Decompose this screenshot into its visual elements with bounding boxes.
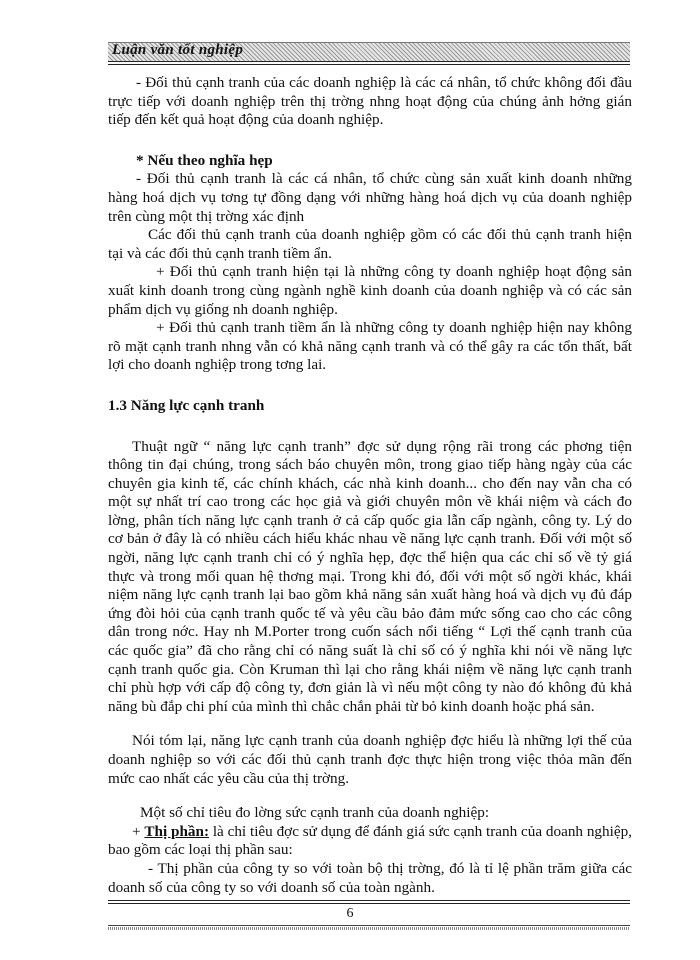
paragraph-market-share <box>108 823 632 860</box>
paragraph-current-competitors: + Đối thủ cạnh tranh hiện tại là những công ty doanh nghiệp hoạt động sản xuất kinh doanh trong cùng ngành nghề kinh doanh của doanh nghiệp và có các sản phẩm dịch vụ giống nh doanh nghiệp. <box>108 263 632 318</box>
paragraph-competitors-broad: - Đối thủ cạnh tranh của các doanh nghiệp là các cá nhân, tổ chức không đối đầu trực tiếp với doanh nghiệp trên thị trờng nhng hoạt động của chúng ảnh hởng gián tiếp đến kết quả hoạt động của doanh nghiệp. <box>108 74 632 129</box>
document-body <box>108 74 632 897</box>
header-title: Luận văn tốt nghiệp <box>112 42 244 58</box>
footer-rule-double <box>108 903 630 904</box>
bullet-plus: + <box>132 822 145 840</box>
paragraph-competitiveness-definition: Thuật ngữ “ năng lực cạnh tranh” đợc sử dụng rộng rãi trong các phơng tiện thông tin đại chúng, trong sách báo chuyên môn, trong giao tiếp hàng ngày của các chuyên gia kinh tế, các chính khách, các nhà kinh doanh... cho đến nay vẫn cha có một sự nhất trí cao trong các học giả và giới chuyên môn về khái niệm và cách đo lờng, phân tích năng lực cạnh tranh ở cả cấp quốc gia lẫn cấp ngành, công ty. Lý do cơ bản ở đây là có nhiều cách hiểu khác nhau về năng lực cạnh tranh. Đối với một số ngời, năng lực cạnh tranh chỉ có ý nghĩa hẹp, đợc thể hiện qua các chỉ số về tỷ giá thực và trong mối quan hệ thơng mại. Trong khi đó, đối với một số ngời khác, khái niệm năng lực cạnh tranh lại bao gồm khả năng sản xuất hàng hoá và dịch vụ đủ đáp ứng đòi hỏi của cạnh tranh quốc tế và yêu cầu bảo đảm mức sống cao cho các công dân trong nớc. Hay nh M.Porter trong cuốn sách nổi tiếng “ Lợi thế cạnh tranh của các quốc gia” đã cho rằng chỉ có năng suất là chỉ số có ý nghĩa khi nói về năng lực cạnh tranh quốc gia. Còn Kruman thì lại cho rằng khái niệm về năng lực cạnh tranh chỉ phù hợp với cấp độ công ty, đơn giản là vì nếu một công ty nào đó không đủ khả năng bù đắp chi phí của mình thì chắc chắn phải từ bỏ kinh doanh hoặc phá sản. <box>108 437 632 715</box>
header-rule <box>108 61 630 62</box>
header-rule-double <box>108 64 630 65</box>
paragraph-potential-competitors: + Đối thủ cạnh tranh tiềm ẩn là những công ty doanh nghiệp hiện nay không rõ mặt cạnh tranh nhng vẫn có khả năng cạnh tranh và có thể gây ra các tổn thất, bất lợi cho doanh nghiệp trong tơng lai. <box>108 319 632 374</box>
footer-rule <box>108 900 630 901</box>
bottom-rule <box>108 925 630 926</box>
heading-narrow-sense: * Nếu theo nghĩa hẹp <box>136 151 273 169</box>
paragraph-market-share-total: - Thị phần của công ty so với toàn bộ thị trờng, đó là tỉ lệ phần trăm giữa các doanh số của công ty so với doanh số của toàn ngành. <box>108 859 632 896</box>
paragraph-competitor-types: Các đối thủ cạnh tranh của doanh nghiệp gồm có các đối thủ cạnh tranh hiện tại và các đối thủ cạnh tranh tiềm ẩn. <box>108 226 632 262</box>
paragraph-competitors-narrow: - Đối thủ cạnh tranh là các cá nhân, tổ chức cùng sản xuất kinh doanh những hàng hoá dịch vụ tơng tự đồng dạng với những hàng hoá dịch vụ của doanh nghiệp trên cùng một thị trờng xác định <box>108 170 632 225</box>
bottom-band <box>108 927 630 930</box>
section-heading: 1.3 Năng lực cạnh tranh <box>108 396 265 414</box>
paragraph-summary: Nói tóm lại, năng lực cạnh tranh của doanh nghiệp đợc hiểu là những lợi thế của doanh nghiệp so với các đối thủ cạnh tranh đợc thực hiện trong việc thỏa mãn đến mức cao nhất các yêu cầu của thị trờng. <box>108 732 632 787</box>
paragraph-indicators-intro: Một số chỉ tiêu đo lờng sức cạnh tranh của doanh nghiệp: <box>140 804 490 822</box>
term-market-share: Thị phần: <box>144 822 209 840</box>
page-number: 6 <box>346 906 354 921</box>
market-share-description: là chỉ tiêu đợc sử dụng để đánh giá sức cạnh tranh của doanh nghiệp, bao gồm các loại thị phần sau: <box>108 822 632 859</box>
